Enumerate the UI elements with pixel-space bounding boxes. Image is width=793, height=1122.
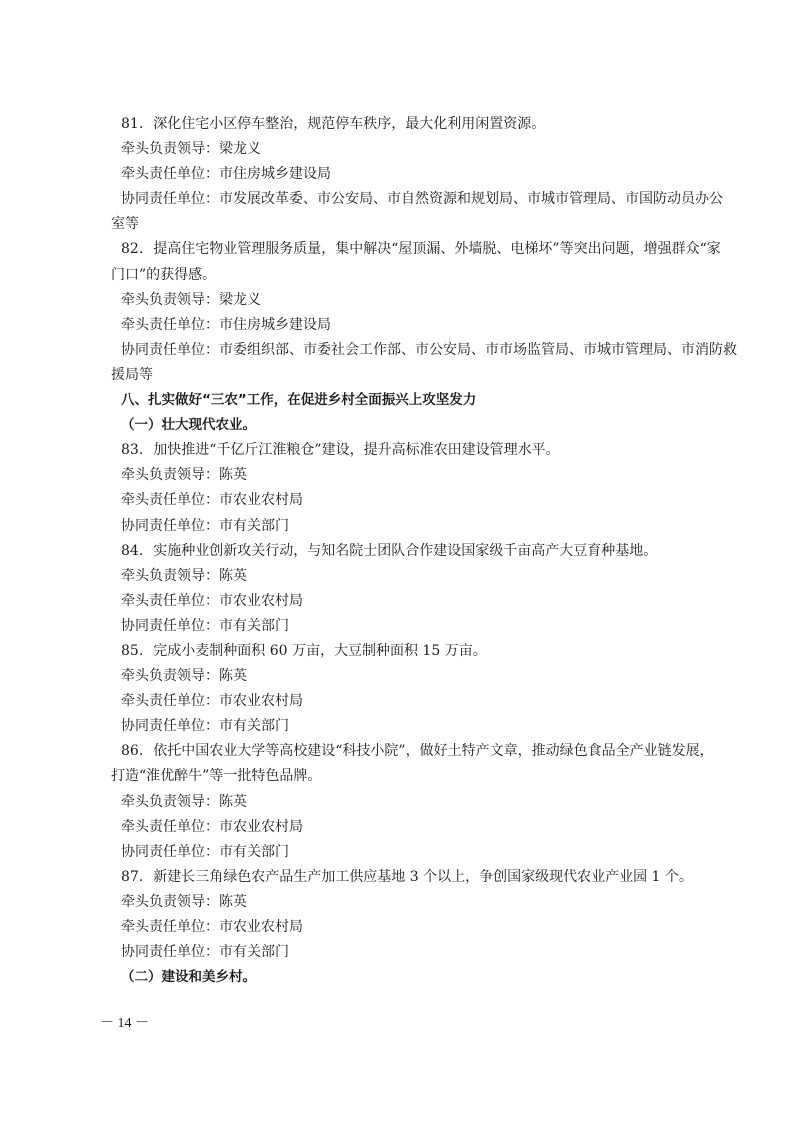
page-number: － 14 － [100, 1016, 149, 1031]
item-84-unit: 牵头责任单位：市农业农村局 [121, 592, 303, 609]
sub-heading-1: （一）壮大现代农业。 [121, 417, 256, 434]
item-83-unit: 牵头责任单位：市农业农村局 [121, 492, 303, 509]
item-85-lead: 牵头负责领导：陈英 [121, 668, 247, 685]
item-82-lead: 牵头负责领导：梁龙义 [121, 291, 261, 308]
item-81-coop-cont: 室等 [111, 216, 139, 233]
document-body [111, 112, 737, 990]
item-87-text: 87. 新建长三角绿色农产品生产加工供应基地 3 个以上，争创国家级现代农业产业园 1 个。 [121, 868, 693, 885]
item-87-unit: 牵头责任单位：市农业农村局 [121, 919, 303, 935]
item-84-lead: 牵头负责领导：陈英 [121, 567, 247, 584]
item-85-coop: 协同责任单位：市有关部门 [121, 718, 289, 735]
item-84-text: 84. 实施种业创新攻关行动，与知名院士团队合作建设国家级千亩高产大豆育种基地。 [121, 542, 658, 559]
item-83-coop: 协同责任单位：市有关部门 [121, 517, 289, 534]
item-86-coop: 协同责任单位：市有关部门 [121, 843, 289, 860]
item-83-text: 83. 加快推进“千亿斤江淮粮仓”建设，提升高标准农田建设管理水平。 [121, 442, 560, 459]
item-82-unit: 牵头责任单位：市住房城乡建设局 [121, 316, 331, 333]
item-82-text: 82. 提高住宅物业管理服务质量，集中解决“屋顶漏、外墙脱、电梯坏”等突出问题，增强群众“家 [121, 241, 721, 258]
item-84-coop: 协同责任单位：市有关部门 [121, 617, 289, 634]
item-82-text-cont: 门口”的获得感。 [111, 266, 217, 283]
item-86-unit: 牵头责任单位：市农业农村局 [121, 818, 303, 835]
item-86-text-cont: 打造“淮优醉牛”等一批特色品牌。 [111, 768, 322, 785]
item-86-lead: 牵头负责领导：陈英 [121, 793, 247, 810]
item-85-text: 85. 完成小麦制种面积 60 万亩，大豆制种面积 15 万亩。 [121, 642, 487, 659]
item-85-unit: 牵头责任单位：市农业农村局 [121, 693, 303, 710]
sub-heading-2: （二）建设和美乡村。 [121, 969, 256, 986]
item-81-lead: 牵头负责领导：梁龙义 [121, 141, 261, 158]
section-heading: 八、扎实做好“三农”工作，在促进乡村全面振兴上攻坚发力 [121, 392, 477, 409]
item-81-text: 81. 深化住宅小区停车整治，规范停车秩序，最大化利用闲置资源。 [121, 116, 546, 132]
item-81-coop: 协同责任单位：市发展改革委、市公安局、市自然资源和规划局、市城市管理局、市国防动员办公 [121, 191, 723, 208]
item-81-unit: 牵头责任单位：市住房城乡建设局 [121, 166, 331, 183]
item-86-text: 86. 依托中国农业大学等高校建设“科技小院”，做好土特产文章，推动绿色食品全产业链发展， [121, 743, 714, 760]
item-87-lead: 牵头负责领导：陈英 [121, 893, 247, 910]
item-83-lead: 牵头负责领导：陈英 [121, 467, 247, 484]
item-82-coop-cont: 援局等 [111, 366, 153, 383]
item-87-coop: 协同责任单位：市有关部门 [121, 944, 289, 961]
item-82-coop: 协同责任单位：市委组织部、市委社会工作部、市公安局、市市场监管局、市城市管理局、市消防救 [121, 341, 737, 358]
